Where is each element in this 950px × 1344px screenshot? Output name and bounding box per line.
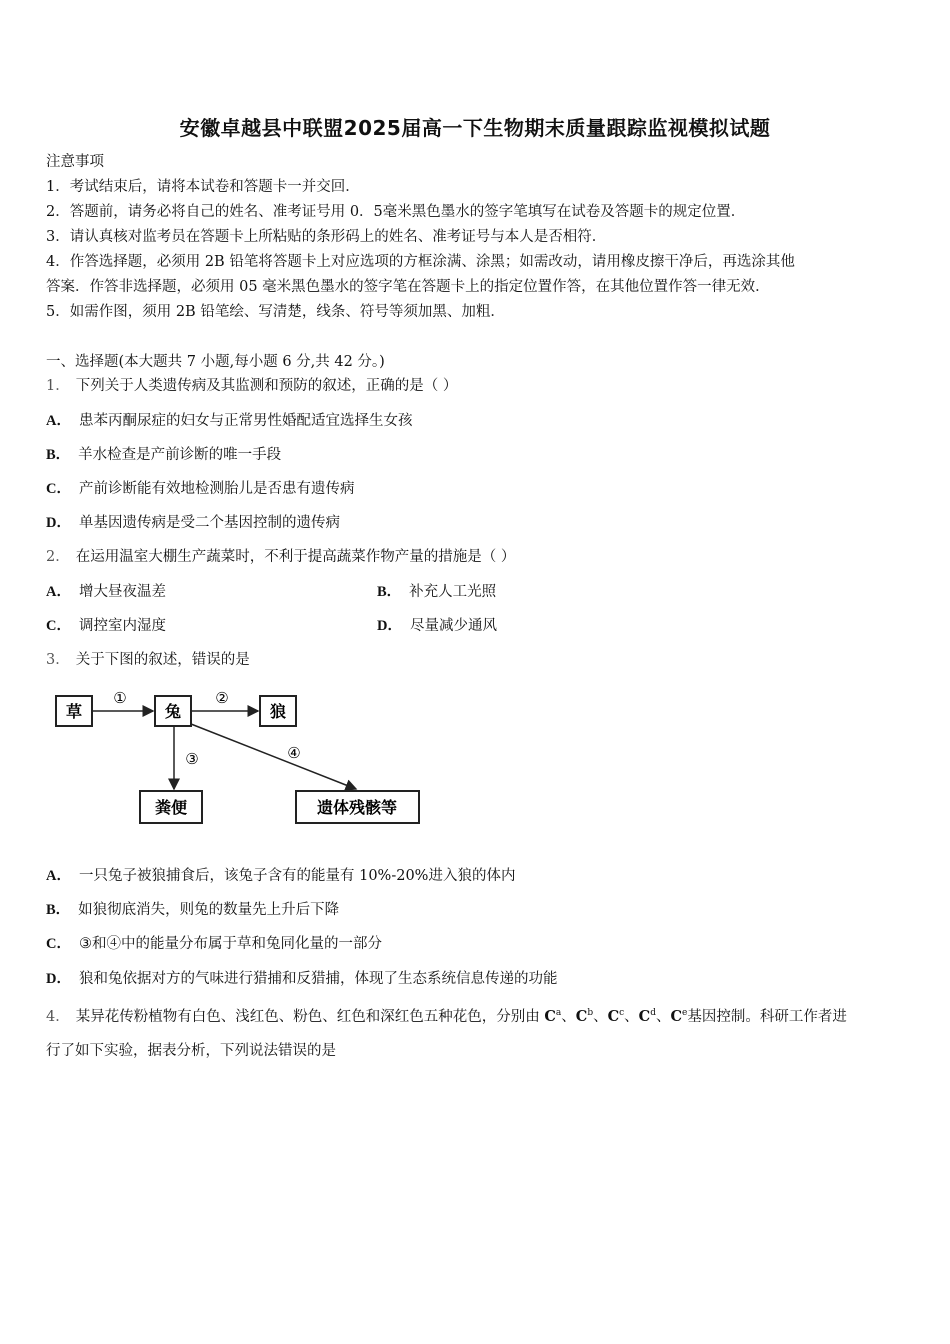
node-remains: 遗体残骸等	[316, 798, 398, 817]
question-text: 关于下图的叙述，错误的是	[75, 652, 250, 668]
exam-title: 安徽卓越县中联盟2025届高一下生物期末质量跟踪监视模拟试题	[179, 116, 771, 140]
option-label: D．	[46, 515, 71, 531]
option-label: B．	[46, 447, 71, 463]
node-grass: 草	[65, 702, 83, 721]
gene-superscript: c	[619, 1008, 625, 1018]
question-number: 1．	[46, 378, 70, 394]
section-heading: 一、选择题(本大题共 7 小题,每小题 6 分,共 42 分。)	[46, 354, 385, 370]
option-label: C．	[46, 481, 71, 497]
notice-item: 5．如需作图，须用 2B 铅笔绘、写清楚，线条、符号等须加黑、加粗．	[46, 304, 505, 320]
option-label: C．	[46, 618, 71, 634]
q3-option-d	[46, 969, 557, 989]
question-2-stem	[46, 547, 515, 567]
separator: 、	[561, 1008, 576, 1025]
question-text: 在运用温室大棚生产蔬菜时，不利于提高蔬菜作物产量的措施是（ ）	[75, 549, 516, 565]
gene-symbol: C	[575, 1007, 588, 1025]
arrow-label-4: ④	[287, 744, 301, 762]
notice-item: 1．考试结束后，请将本试卷和答题卡一并交回．	[46, 179, 360, 195]
gene-superscript: e	[682, 1008, 688, 1018]
q1-option-b	[46, 445, 281, 465]
option-label: D．	[377, 618, 402, 634]
option-label: B．	[46, 902, 71, 918]
question-text: 下列关于人类遗传病及其监测和预防的叙述，正确的是（ ）	[75, 378, 458, 394]
option-label: D．	[46, 971, 71, 987]
gene-symbol: C	[544, 1007, 556, 1025]
node-rabbit: 兔	[164, 702, 182, 721]
question-3-stem	[46, 650, 250, 670]
q2-option-a	[46, 582, 166, 602]
node-wolf: 狼	[269, 702, 287, 721]
option-label: A．	[46, 584, 71, 600]
separator: 、	[655, 1008, 671, 1025]
question-1-stem	[46, 376, 457, 396]
option-text: 补充人工光照	[409, 584, 497, 600]
arrow-4	[191, 724, 356, 789]
option-text: 调控室内湿度	[78, 618, 166, 634]
option-text: 如狼彻底消失，则兔的数量先上升后下降	[78, 902, 340, 918]
question-number: 3．	[46, 652, 70, 668]
question-number: 2．	[46, 549, 70, 565]
gene-superscript: d	[650, 1008, 656, 1018]
q1-option-a	[46, 411, 412, 431]
option-text: 一只兔子被狼捕食后，该兔子含有的能量有 10%-20%进入狼的体内	[78, 868, 516, 884]
q2-option-c	[46, 616, 166, 636]
option-text: 患苯丙酮尿症的妇女与正常男性婚配适宜选择生女孩	[78, 413, 413, 429]
q2-option-d	[377, 616, 497, 636]
option-text: 狼和兔依据对方的气味进行猎捕和反猎捕，体现了生态系统信息传递的功能	[78, 971, 558, 987]
question-text: 某异花传粉植物有白色、浅红色、粉色、红色和深红色五种花色，分别由	[75, 1008, 545, 1025]
option-text: 增大昼夜温差	[78, 584, 166, 600]
q1-option-d	[46, 513, 340, 533]
option-text: 单基因遗传病是受二个基因控制的遗传病	[78, 515, 340, 531]
arrow-label-3: ③	[185, 750, 199, 768]
notice-heading: 注意事项	[46, 154, 104, 170]
node-feces: 粪便	[154, 798, 188, 817]
question-text: 基因控制。科研工作者进	[687, 1008, 847, 1025]
q3-option-a	[46, 866, 515, 886]
arrow-label-2: ②	[215, 689, 229, 707]
q3-option-b	[46, 900, 339, 920]
question-number: 4．	[46, 1008, 70, 1025]
gene-superscript: b	[587, 1008, 594, 1018]
option-label: A．	[46, 868, 71, 884]
option-label: A．	[46, 413, 71, 429]
separator: 、	[624, 1008, 639, 1025]
option-text: 产前诊断能有效地检测胎儿是否患有遗传病	[78, 481, 355, 497]
q2-option-b	[377, 582, 496, 602]
option-text: ③和④中的能量分布属于草和兔同化量的一部分	[78, 936, 382, 952]
arrow-label-1: ①	[113, 689, 127, 707]
q1-option-c	[46, 479, 354, 499]
notice-item: 3．请认真核对监考员在答题卡上所粘贴的条形码上的姓名、准考证号与本人是否相符．	[46, 229, 607, 245]
option-label: C．	[46, 936, 71, 952]
notice-item: 4．作答选择题，必须用 2B 铅笔将答题卡上对应选项的方框涂满、涂黑；如需改动，请用橡皮擦干净后，再选涂其他	[46, 254, 795, 270]
notice-item: 2．答题前，请务必将自己的姓名、准考证号用 0．5毫米黑色墨水的签字笔填写在试卷及答题卡的规定位置．	[46, 204, 746, 220]
gene-symbol: C	[607, 1007, 620, 1025]
question-4-stem-line2: 行了如下实验，据表分析，下列说法错误的是	[46, 1043, 336, 1059]
gene-symbol: C	[638, 1007, 651, 1025]
option-text: 尽量减少通风	[409, 618, 497, 634]
gene-superscript: a	[555, 1008, 562, 1018]
option-text: 羊水检查是产前诊断的唯一手段	[78, 447, 282, 463]
option-label: B．	[377, 584, 402, 600]
gene-symbol: C	[670, 1007, 683, 1025]
food-chain-diagram	[50, 688, 430, 833]
q3-option-c	[46, 934, 382, 954]
question-4-stem	[46, 1003, 847, 1027]
notice-item: 答案．作答非选择题，必须用 05 毫米黑色墨水的签字笔在答题卡上的指定位置作答，在其他位置作答一律无效．	[46, 279, 770, 295]
separator: 、	[593, 1008, 608, 1025]
